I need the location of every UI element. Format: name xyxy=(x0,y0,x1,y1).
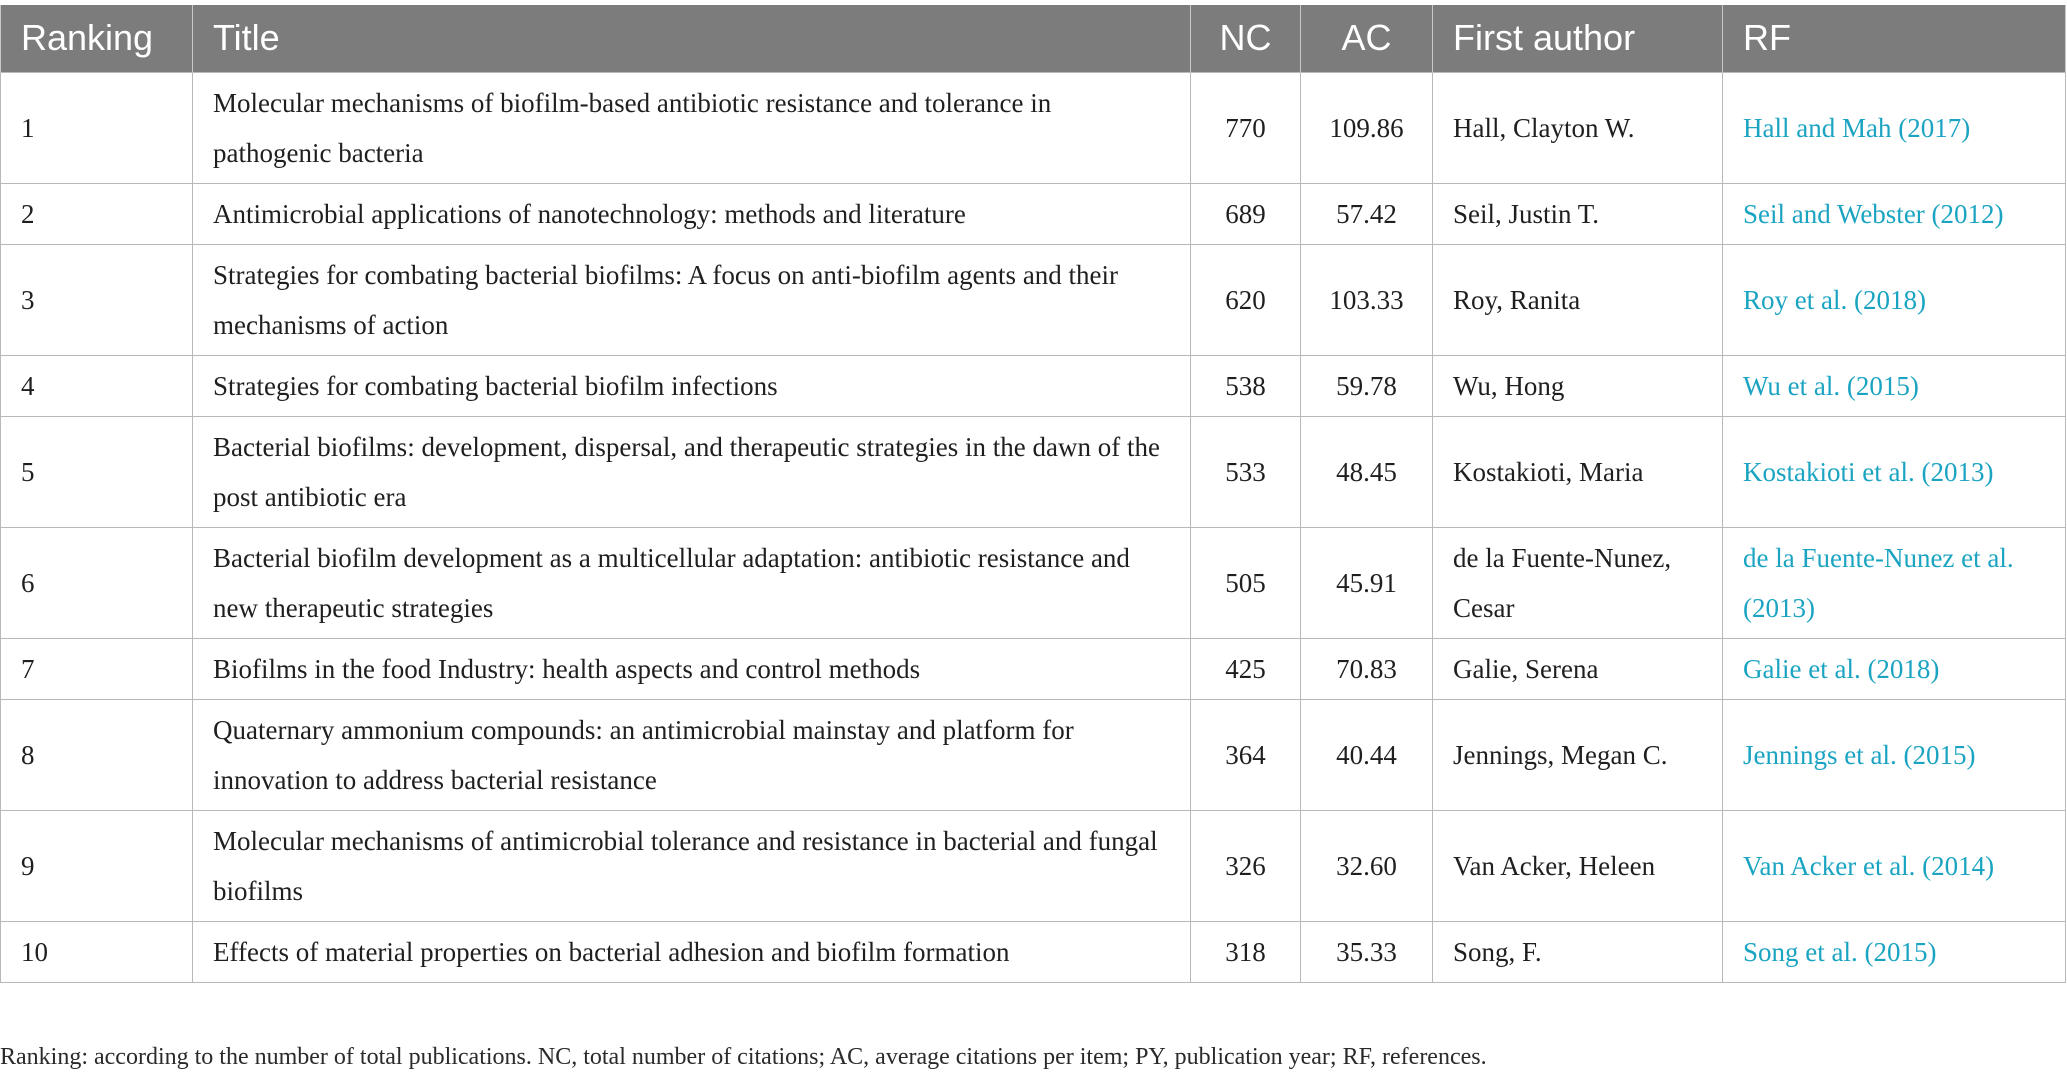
reference-link[interactable]: Van Acker et al. (2014) xyxy=(1743,850,1995,881)
table-row xyxy=(1,638,2066,699)
cell-ranking: 5 xyxy=(1,416,193,527)
cell-rf xyxy=(1723,244,2066,355)
cell-rf xyxy=(1723,183,2066,244)
cell-nc: 318 xyxy=(1191,921,1301,982)
cell-rf xyxy=(1723,355,2066,416)
table-row xyxy=(1,355,2066,416)
header-ac[interactable]: AC xyxy=(1301,5,1433,72)
citation-table-container xyxy=(0,5,2065,983)
cell-ac: 57.42 xyxy=(1301,183,1433,244)
cell-rf xyxy=(1723,699,2066,810)
cell-ranking: 10 xyxy=(1,921,193,982)
cell-first-author: Hall, Clayton W. xyxy=(1433,72,1723,183)
cell-first-author: de la Fuente-Nunez, Cesar xyxy=(1433,527,1723,638)
cell-rf xyxy=(1723,416,2066,527)
reference-link[interactable]: Galie et al. (2018) xyxy=(1743,653,1940,684)
cell-first-author: Song, F. xyxy=(1433,921,1723,982)
cell-ac: 48.45 xyxy=(1301,416,1433,527)
table-row xyxy=(1,416,2066,527)
cell-title: Strategies for combating bacterial biofilms: A focus on anti-biofilm agents and their mechanisms of action xyxy=(193,244,1191,355)
cell-ac: 35.33 xyxy=(1301,921,1433,982)
cell-rf xyxy=(1723,527,2066,638)
reference-link[interactable]: Song et al. (2015) xyxy=(1743,936,1937,967)
cell-nc: 364 xyxy=(1191,699,1301,810)
cell-first-author: Wu, Hong xyxy=(1433,355,1723,416)
cell-ac: 59.78 xyxy=(1301,355,1433,416)
cell-first-author: Van Acker, Heleen xyxy=(1433,810,1723,921)
table-row xyxy=(1,921,2066,982)
table-row xyxy=(1,810,2066,921)
reference-link[interactable]: Roy et al. (2018) xyxy=(1743,284,1926,315)
cell-ranking: 4 xyxy=(1,355,193,416)
cell-nc: 689 xyxy=(1191,183,1301,244)
cell-ac: 40.44 xyxy=(1301,699,1433,810)
cell-rf xyxy=(1723,638,2066,699)
cell-ac: 109.86 xyxy=(1301,72,1433,183)
cell-rf xyxy=(1723,921,2066,982)
table-row xyxy=(1,183,2066,244)
reference-link[interactable]: Jennings et al. (2015) xyxy=(1743,739,1976,770)
cell-ranking: 2 xyxy=(1,183,193,244)
cell-ranking: 9 xyxy=(1,810,193,921)
reference-link[interactable]: Seil and Webster (2012) xyxy=(1743,198,2004,229)
header-ranking[interactable]: Ranking xyxy=(1,5,193,72)
cell-nc: 425 xyxy=(1191,638,1301,699)
cell-ranking: 7 xyxy=(1,638,193,699)
table-row xyxy=(1,72,2066,183)
cell-nc: 505 xyxy=(1191,527,1301,638)
cell-nc: 538 xyxy=(1191,355,1301,416)
cell-first-author: Kostakioti, Maria xyxy=(1433,416,1723,527)
cell-title: Effects of material properties on bacterial adhesion and biofilm formation xyxy=(193,921,1191,982)
header-rf[interactable]: RF xyxy=(1723,5,2066,72)
cell-ac: 70.83 xyxy=(1301,638,1433,699)
cell-first-author: Seil, Justin T. xyxy=(1433,183,1723,244)
cell-first-author: Jennings, Megan C. xyxy=(1433,699,1723,810)
cell-title: Antimicrobial applications of nanotechnology: methods and literature xyxy=(193,183,1191,244)
header-nc[interactable]: NC xyxy=(1191,5,1301,72)
cell-first-author: Roy, Ranita xyxy=(1433,244,1723,355)
cell-ac: 103.33 xyxy=(1301,244,1433,355)
cell-ac: 32.60 xyxy=(1301,810,1433,921)
table-row xyxy=(1,699,2066,810)
cell-title: Bacterial biofilm development as a multicellular adaptation: antibiotic resistance and new therapeutic strategies xyxy=(193,527,1191,638)
table-header-row xyxy=(1,5,2066,72)
header-title[interactable]: Title xyxy=(193,5,1191,72)
cell-title: Bacterial biofilms: development, dispersal, and therapeutic strategies in the dawn of the post antibiotic era xyxy=(193,416,1191,527)
table-row xyxy=(1,244,2066,355)
cell-title: Molecular mechanisms of antimicrobial tolerance and resistance in bacterial and fungal biofilms xyxy=(193,810,1191,921)
cell-ranking: 1 xyxy=(1,72,193,183)
cell-title: Strategies for combating bacterial biofilm infections xyxy=(193,355,1191,416)
cell-first-author: Galie, Serena xyxy=(1433,638,1723,699)
cell-ranking: 3 xyxy=(1,244,193,355)
cell-nc: 770 xyxy=(1191,72,1301,183)
cell-rf xyxy=(1723,72,2066,183)
reference-link[interactable]: Kostakioti et al. (2013) xyxy=(1743,456,1994,487)
header-first-author[interactable]: First author xyxy=(1433,5,1723,72)
reference-link[interactable]: Hall and Mah (2017) xyxy=(1743,112,1971,143)
cell-title: Biofilms in the food Industry: health aspects and control methods xyxy=(193,638,1191,699)
cell-ac: 45.91 xyxy=(1301,527,1433,638)
cell-rf xyxy=(1723,810,2066,921)
reference-link[interactable]: de la Fuente-Nunez et al. (2013) xyxy=(1743,542,2014,623)
cell-title: Quaternary ammonium compounds: an antimicrobial mainstay and platform for innovation to address bacterial resistance xyxy=(193,699,1191,810)
cell-nc: 533 xyxy=(1191,416,1301,527)
top-cited-articles-table xyxy=(0,5,2066,983)
table-row xyxy=(1,527,2066,638)
cell-title: Molecular mechanisms of biofilm-based antibiotic resistance and tolerance in pathogenic bacteria xyxy=(193,72,1191,183)
reference-link[interactable]: Wu et al. (2015) xyxy=(1743,370,1919,401)
cell-ranking: 6 xyxy=(1,527,193,638)
table-footnote: Ranking: according to the number of total publications. NC, total number of citations; AC, average citations per item; PY, publication year; RF, references. xyxy=(0,1044,1487,1070)
cell-nc: 620 xyxy=(1191,244,1301,355)
cell-ranking: 8 xyxy=(1,699,193,810)
cell-nc: 326 xyxy=(1191,810,1301,921)
